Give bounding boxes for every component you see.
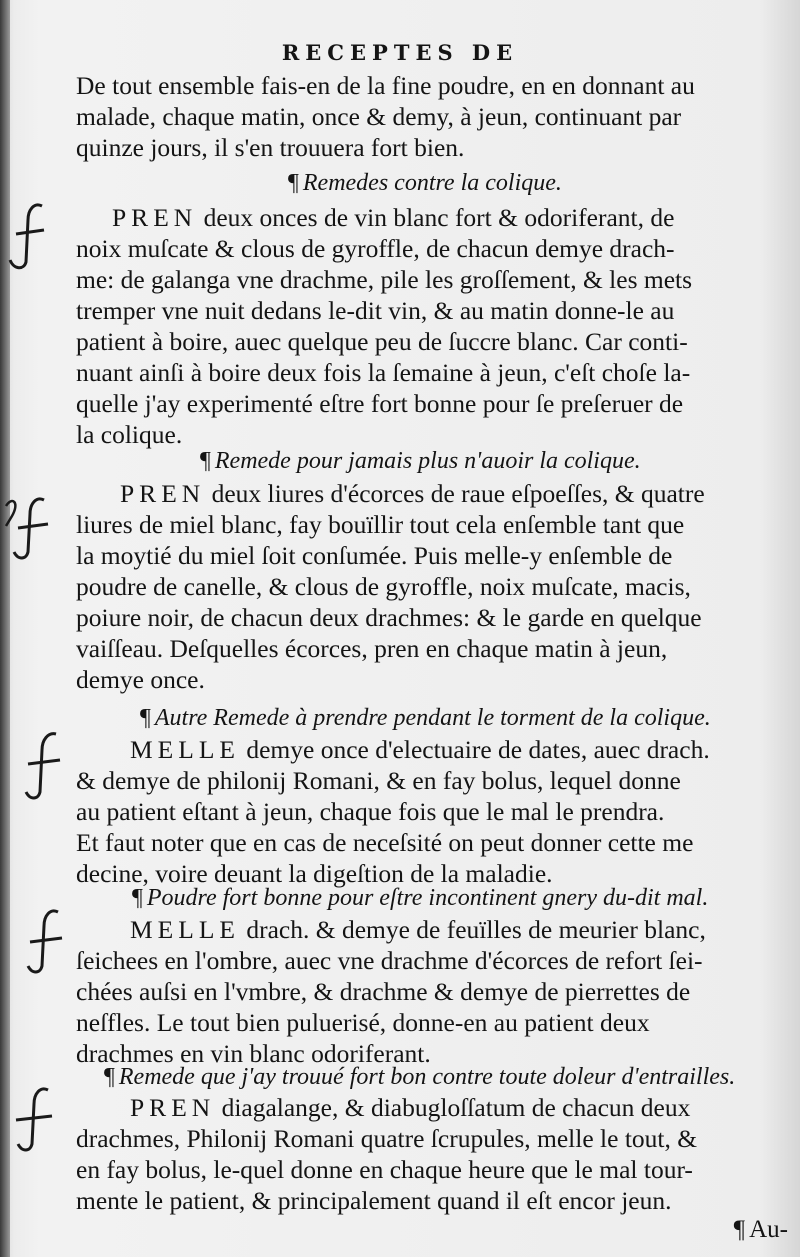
text-line: chées auſsi en l'vmbre, & drachme & demye de pierrettes de xyxy=(76,977,691,1006)
text-line: patient à boire, auec quelque peu de ſuccre blanc. Car conti- xyxy=(76,327,688,356)
text-line: poiure noir, de chacun deux drachmes: & le garde en quelque xyxy=(76,603,702,632)
section-body xyxy=(76,202,792,450)
heading-text: Poudre fort bonne pour eſtre incontinent gnery du-dit mal. xyxy=(146,885,709,911)
text-line: poudre de canelle, & clous de gyroffle, noix muſcate, macis, xyxy=(76,572,691,601)
text-line: MELLE drach. & demye de feuïlles de meurier blanc, xyxy=(130,915,706,944)
section-heading xyxy=(140,705,711,732)
section-heading xyxy=(132,885,708,912)
heading-text: Remedes contre la colique. xyxy=(302,170,562,196)
heading-text: Remede pour jamais plus n'auoir la colique. xyxy=(214,448,641,474)
text-line: mente le patient, & principalement quand il eſt encor jeun. xyxy=(76,1186,672,1215)
marginal-f-mark-icon xyxy=(4,200,50,272)
pilcrow-icon: ¶ xyxy=(733,1216,746,1243)
marginal-2f-mark-icon xyxy=(4,492,50,564)
section-heading xyxy=(200,448,641,475)
pilcrow-icon: ¶ xyxy=(140,705,151,731)
catchword: ¶ Au- xyxy=(733,1216,788,1243)
text-line: malade, chaque matin, once & demy, à jeun, continuant par xyxy=(76,102,682,131)
text-line: quelle j'ay experimenté eſtre fort bonne pour ſe preſeruer de xyxy=(76,389,684,418)
text-line: & demye de philonij Romani, & en fay bolus, lequel donne xyxy=(76,766,681,795)
lead-word: MELLE xyxy=(130,915,240,944)
intro-paragraph xyxy=(76,70,792,163)
section-body xyxy=(76,478,792,695)
heading-text: Remede que j'ay trouué fort bon contre toute doleur d'entrailles. xyxy=(118,1064,736,1090)
text-line: ſeichees en l'ombre, auec vne drachme d'écorces de refort ſei- xyxy=(76,946,703,975)
running-head: RECEPTES DE xyxy=(281,40,519,65)
text-line: la colique. xyxy=(76,420,183,449)
heading-text: Autre Remede à prendre pendant le torment de la colique. xyxy=(154,705,711,731)
text-line: tremper vne nuit dedans le-dit vin, & au matin donne-le au xyxy=(76,296,675,325)
marginal-f-mark-icon xyxy=(10,1084,56,1156)
pilcrow-icon: ¶ xyxy=(288,170,299,196)
pilcrow-icon: ¶ xyxy=(104,1064,115,1090)
pilcrow-icon: ¶ xyxy=(132,885,143,911)
text-line: au patient eſtant à jeun, chaque fois que le mal le prendra. xyxy=(76,797,665,826)
text-line: Et faut noter que en cas de neceſsité on peut donner cette me xyxy=(76,828,694,857)
text-line: drachmes, Philonij Romani quatre ſcrupules, melle le tout, & xyxy=(76,1124,698,1153)
binding-gutter xyxy=(0,0,10,1257)
marginal-f-mark-icon xyxy=(20,730,66,802)
section-heading xyxy=(104,1064,735,1091)
text-line: PREN deux liures d'écorces de raue eſpoeſſes, & quatre xyxy=(120,479,705,508)
text-line: PREN deux onces de vin blanc fort & odoriferant, de xyxy=(112,203,675,232)
text-line: la moytié du miel ſoit conſumée. Puis melle-y enſemble de xyxy=(76,541,673,570)
section-heading xyxy=(288,170,562,197)
text-line: en fay bolus, le-quel donne en chaque heure que le mal tour- xyxy=(76,1155,693,1184)
text-line: PREN diagalange, & diabugloſſatum de chacun deux xyxy=(130,1093,691,1122)
text-line: nuant ainſi à boire deux fois la ſemaine à jeun, c'eſt choſe la- xyxy=(76,358,691,387)
text-line: vaiſſeau. Deſquelles écorces, pren en chaque matin à jeun, xyxy=(76,634,668,663)
section-body xyxy=(76,1092,792,1216)
section-body xyxy=(76,734,792,889)
text-line: neſfles. Le tout bien puluerisé, donne-en au patient deux xyxy=(76,1008,650,1037)
pilcrow-icon: ¶ xyxy=(200,448,211,474)
lead-word: PREN xyxy=(130,1093,216,1122)
lead-word: PREN xyxy=(120,479,206,508)
text-line: demye once. xyxy=(76,665,205,694)
text-line: liures de miel blanc, fay bouïllir tout cela enſemble tant que xyxy=(76,510,685,539)
lead-word: MELLE xyxy=(130,735,240,764)
section-body xyxy=(76,914,792,1069)
text-line: me: de galanga vne drachme, pile les groſſement, & les mets xyxy=(76,265,693,294)
text-line: drachmes en vin blanc odoriferant. xyxy=(76,1039,431,1068)
lead-word: PREN xyxy=(112,203,198,232)
text-line: MELLE demye once d'electuaire de dates, auec drach. xyxy=(130,735,710,764)
text-line: noix muſcate & clous de gyroffle, de chacun demye drach- xyxy=(76,234,675,263)
text-line: decine, voire deuant la digeſtion de la maladie. xyxy=(76,859,553,888)
text-line: De tout ensemble fais-en de la fine poudre, en en donnant au xyxy=(76,71,695,100)
marginal-f-mark-icon xyxy=(20,906,66,978)
text-line: quinze jours, il s'en trouuera fort bien. xyxy=(76,133,465,162)
